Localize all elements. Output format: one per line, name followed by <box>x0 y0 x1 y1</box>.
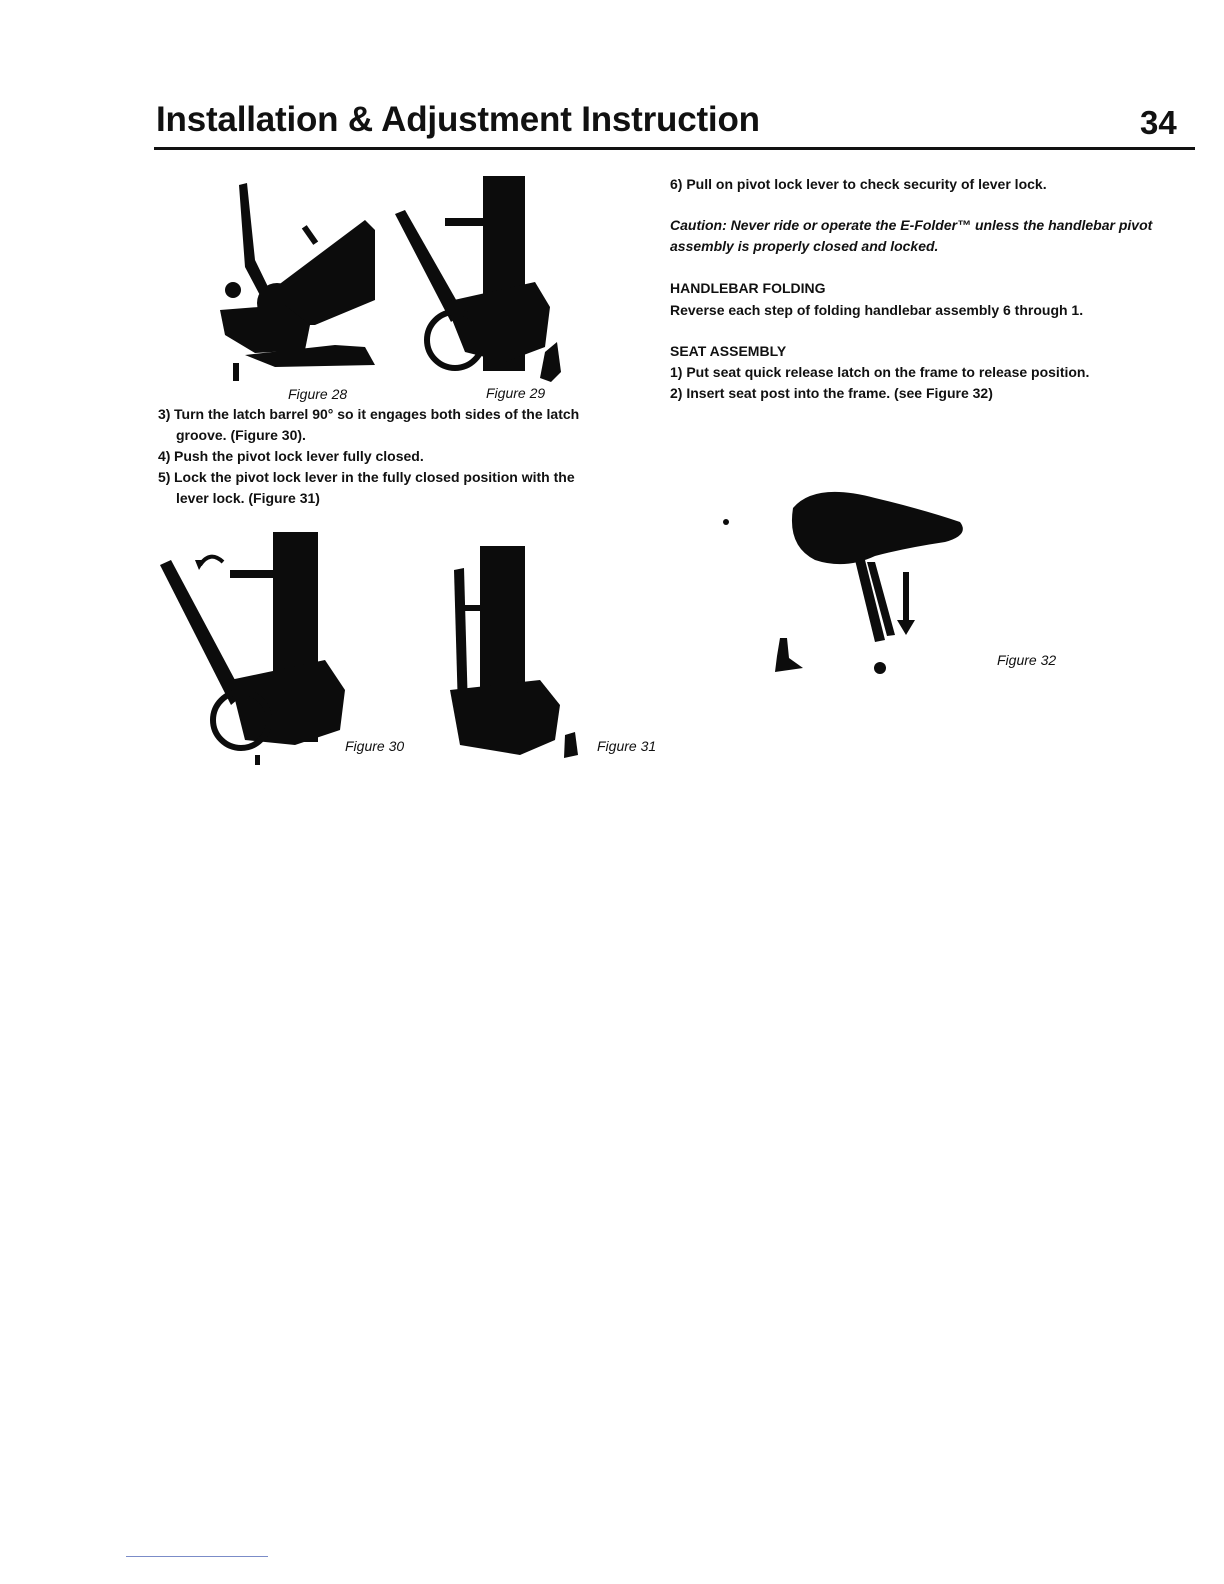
caution-note <box>670 215 1190 257</box>
seat-step-2: 2) Insert seat post into the frame. (see Figure 32) <box>670 385 993 401</box>
step-3-text-line2: groove. (Figure 30). <box>176 427 306 443</box>
page-number: 34 <box>1140 104 1177 141</box>
caution-line-2: assembly is properly closed and locked. <box>670 238 939 254</box>
step-5-text-line1: Lock the pivot lock lever in the fully closed position with the <box>174 469 575 485</box>
figure-30-caption: Figure 30 <box>345 738 405 754</box>
figure-32-caption: Figure 32 <box>997 652 1057 668</box>
figure-30-illustration <box>155 530 355 770</box>
step-4-text: Push the pivot lock lever fully closed. <box>174 448 424 464</box>
step-4-number: 4) <box>158 448 171 464</box>
caution-line-1: Caution: Never ride or operate the E-Folder™ unless the handlebar pivot <box>670 217 1153 233</box>
left-steps-list <box>158 404 628 509</box>
figure-31-illustration <box>440 540 590 765</box>
figure-29-caption: Figure 29 <box>486 385 546 401</box>
step-3-number: 3) <box>158 406 171 422</box>
header-rule <box>154 147 1195 150</box>
seat-assembly-heading: SEAT ASSEMBLY <box>670 343 787 359</box>
figure-28-caption: Figure 28 <box>288 386 348 402</box>
page-title: Installation & Adjustment Instruction <box>156 100 760 139</box>
handlebar-folding-text: Reverse each step of folding handlebar assembly 6 through 1. <box>670 302 1084 318</box>
step-3 <box>158 404 628 446</box>
step-3-text-line1: Turn the latch barrel 90° so it engages both sides of the latch <box>174 406 580 422</box>
figure-29-illustration <box>385 172 570 387</box>
step-5-number: 5) <box>158 469 171 485</box>
step-5-text-line2: lever lock. (Figure 31) <box>176 490 320 506</box>
step-5 <box>158 467 628 509</box>
step-4 <box>158 446 628 467</box>
step-6: 6) Pull on pivot lock lever to check security of lever lock. <box>670 176 1047 192</box>
figure-32-illustration <box>715 480 975 680</box>
bottom-footer-line <box>126 1556 268 1557</box>
figure-28-illustration <box>215 175 385 385</box>
seat-step-1: 1) Put seat quick release latch on the frame to release position. <box>670 364 1090 380</box>
figure-31-caption: Figure 31 <box>597 738 657 754</box>
handlebar-folding-heading: HANDLEBAR FOLDING <box>670 280 826 296</box>
